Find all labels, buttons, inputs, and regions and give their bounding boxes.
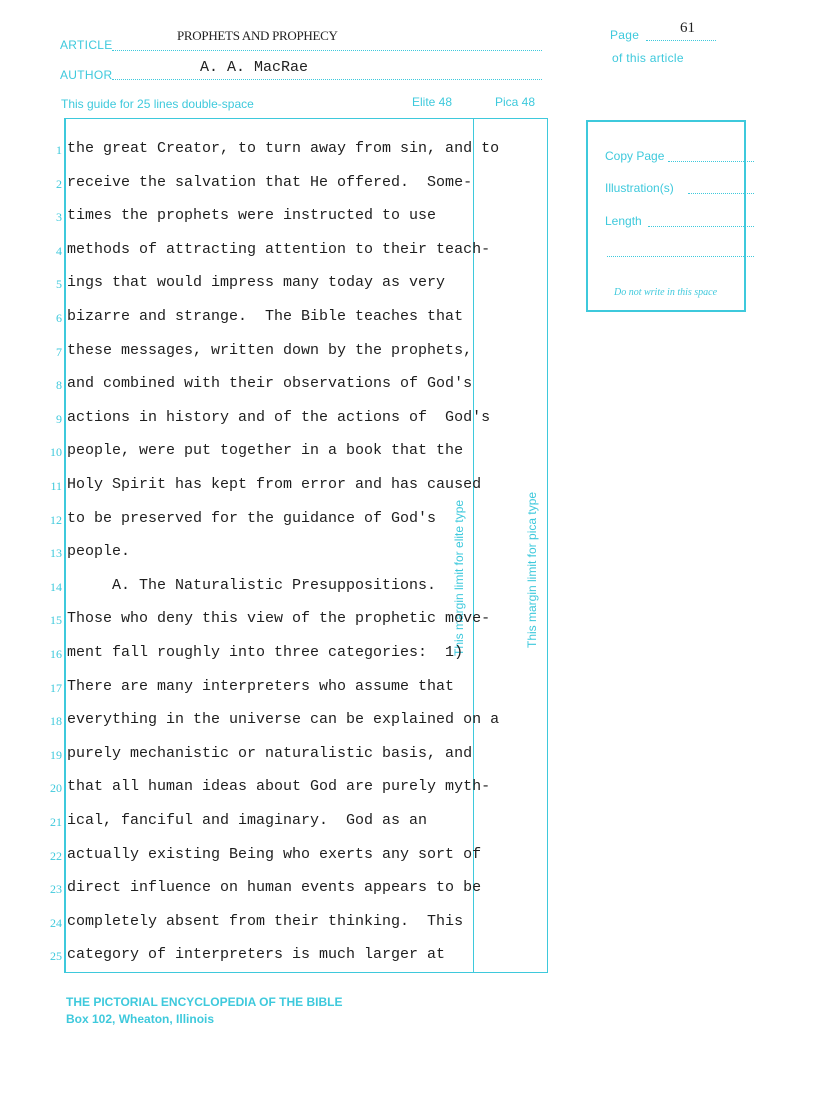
elite-label: Elite 48: [412, 95, 453, 109]
line-number: 24: [50, 916, 62, 930]
line-number: 19: [50, 748, 62, 762]
page-number: 61: [680, 20, 695, 36]
manuscript-line: ings that would impress many today as very: [67, 274, 446, 291]
illustrations-dots: [688, 193, 754, 194]
line-number: 6: [56, 311, 62, 325]
line-number: 2: [56, 177, 62, 191]
line-number: 12: [50, 513, 62, 527]
copy-page-label: Copy Page: [605, 149, 665, 163]
manuscript-line: actually existing Being who exerts any sort of: [67, 846, 482, 863]
manuscript-line: actions in history and of the actions of God's: [67, 409, 491, 426]
manuscript-line: Those who deny this view of the prophetic move-: [67, 610, 491, 627]
line-number: 14: [50, 580, 62, 594]
manuscript-box-left: [64, 118, 66, 972]
line-number: 25: [50, 949, 62, 963]
manuscript-box-top: [64, 118, 548, 119]
line-number: 23: [50, 882, 62, 896]
length-dots: [648, 226, 754, 227]
manuscript-line: to be preserved for the guidance of God's: [67, 510, 437, 527]
illustrations-label: Illustration(s): [605, 181, 674, 195]
article-title: PROPHETS AND PROPHECY: [177, 28, 338, 43]
manuscript-line: purely mechanistic or naturalistic basis, and: [67, 745, 473, 762]
manuscript-line: completely absent from their thinking. This: [67, 913, 464, 930]
line-number: 3: [56, 210, 62, 224]
line-number: 9: [56, 412, 62, 426]
line-number: 20: [50, 781, 62, 795]
manuscript-line: A. The Naturalistic Presuppositions.: [67, 577, 437, 594]
line-number: 16: [50, 647, 62, 661]
line-number: 7: [56, 345, 62, 359]
guide-text: This guide for 25 lines double-space: [61, 97, 254, 111]
manuscript-line: There are many interpreters who assume that: [67, 678, 455, 695]
manuscript-box-bottom: [64, 972, 548, 973]
line-number: 21: [50, 815, 62, 829]
line-number: 18: [50, 714, 62, 728]
line-number: 13: [50, 546, 62, 560]
manuscript-line: direct influence on human events appears to be: [67, 879, 482, 896]
pica-margin-line: [547, 118, 548, 972]
length-label: Length: [605, 214, 642, 228]
do-not-write-note: Do not write in this space: [614, 287, 718, 298]
article-label: ARTICLE: [60, 38, 113, 52]
footer-publisher: THE PICTORIAL ENCYCLOPEDIA OF THE BIBLE: [66, 995, 343, 1009]
line-number: 4: [56, 244, 62, 258]
line-number: 22: [50, 849, 62, 863]
manuscript-line: ment fall roughly into three categories: 1): [67, 644, 464, 661]
manuscript-line: these messages, written down by the prophets,: [67, 342, 473, 359]
manuscript-line: Holy Spirit has kept from error and has caused: [67, 476, 482, 493]
article-underline: [112, 50, 542, 51]
elite-margin-text: This margin limit for elite type: [452, 499, 466, 656]
author-name: A. A. MacRae: [200, 59, 309, 76]
line-number: 10: [50, 445, 62, 459]
pica-margin-text: This margin limit for pica type: [525, 491, 539, 648]
manuscript-line: bizarre and strange. The Bible teaches that: [67, 308, 464, 325]
line-number: 15: [50, 613, 62, 627]
author-label: AUTHOR: [60, 68, 113, 82]
author-underline: [112, 79, 542, 80]
manuscript-line: receive the salvation that He offered. Some-: [67, 174, 473, 191]
editor-side-box: [586, 120, 746, 312]
line-number: 8: [56, 378, 62, 392]
manuscript-line: and combined with their observations of God's: [67, 375, 473, 392]
line-number: 5: [56, 277, 62, 291]
manuscript-line: category of interpreters is much larger at: [67, 946, 446, 963]
manuscript-line: that all human ideas about God are purely myth-: [67, 778, 491, 795]
manuscript-line: methods of attracting attention to their teach-: [67, 241, 491, 258]
manuscript-line: people.: [67, 543, 131, 560]
of-article-label: of this article: [612, 51, 684, 65]
line-number: 11: [50, 479, 62, 493]
footer-address: Box 102, Wheaton, Illinois: [66, 1012, 215, 1026]
line-number: 17: [50, 681, 62, 695]
manuscript-line: people, were put together in a book that the: [67, 442, 464, 459]
page-label: Page: [610, 28, 640, 42]
manuscript-line: everything in the universe can be explained on a: [67, 711, 500, 728]
line-number: 1: [56, 143, 62, 157]
copy-page-dots: [668, 161, 754, 162]
manuscript-line: times the prophets were instructed to use: [67, 207, 437, 224]
blank-dots: [607, 256, 754, 257]
manuscript-line: ical, fanciful and imaginary. God as an: [67, 812, 428, 829]
page-underline: [646, 40, 716, 41]
pica-label: Pica 48: [495, 95, 536, 109]
manuscript-line: the great Creator, to turn away from sin, and to: [67, 140, 500, 157]
